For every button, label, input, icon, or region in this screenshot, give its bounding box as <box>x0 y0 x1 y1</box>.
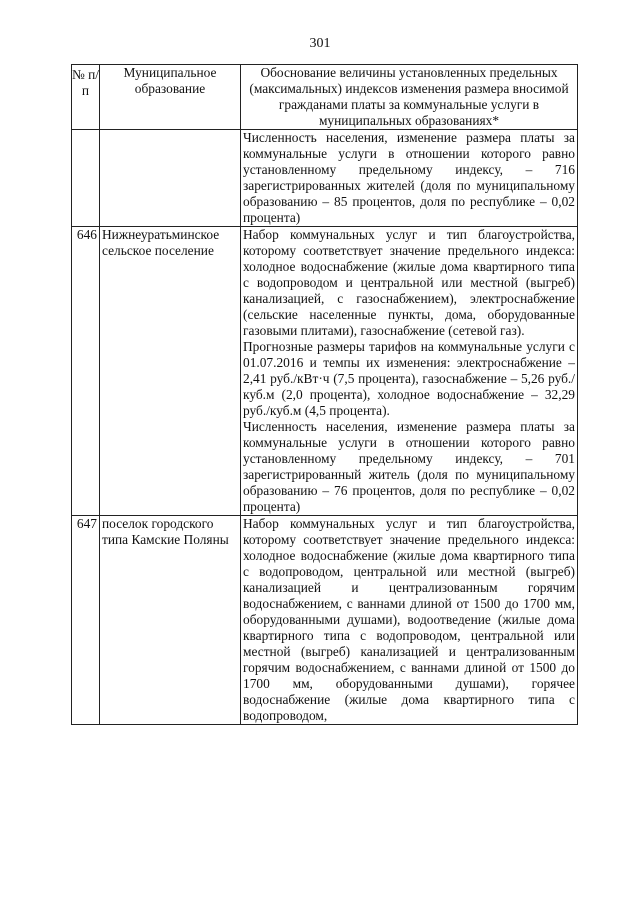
header-num: № п/п <box>72 65 100 130</box>
table-header-row <box>72 65 578 130</box>
page-number: 301 <box>309 36 331 51</box>
table-row-continuation <box>72 130 578 227</box>
cell-municipality: Нижнеуратьминское сельское поселение <box>100 227 241 516</box>
cell-municipality: поселок городского типа Камские Поляны <box>100 516 241 725</box>
cell-justification <box>241 130 578 227</box>
cell-num-empty <box>72 130 100 227</box>
table-row-646 <box>72 227 578 516</box>
header-justification: Обоснование величины установленных предельных (максимальных) индексов изменения размера вносимой гражданами платы за коммунальные услуги в муниципальных образованиях* <box>241 65 578 130</box>
cell-justification <box>241 227 578 516</box>
paragraph: Набор коммунальных услуг и тип благоустройства, которому соответствует значение предельного индекса: холодное водоснабжение (жилые дома квартирного типа с водопроводом, центральной или местной (выгреб) канализацией и централизованным горячим водоснабжением, с ваннами длиной от 1500 до 1700 мм, оборудованными душами), водоотведение (жилые дома квартирного типа с водопроводом, центральной или местной (выгреб) канализацией и централизованным горячим водоснабжением, с ваннами длиной от 1500 до 1700 мм, оборудованными душами), горячее водоснабжение (жилые дома квартирного типа с водопроводом, <box>243 516 575 723</box>
header-municipality: Муниципальное образование <box>100 65 241 130</box>
paragraph: Прогнозные размеры тарифов на коммунальные услуги с 01.07.2016 и темпы их изменения: электроснабжение – 2,41 руб./кВт·ч (7,5 процента), газоснабжение – 5,26 руб./куб.м (2,0 процента), холодное водоснабжение – 32,29 руб./куб.м (4,5 процента). <box>243 339 575 418</box>
paragraph: Численность населения, изменение размера платы за коммунальные услуги в отношении которого равно установленному предельному индексу, – 701 зарегистрированный житель (доля по муниципальному образованию – 76 процентов, доля по республике – 0,02 процента) <box>243 419 575 514</box>
cell-justification <box>241 516 578 725</box>
table-row-647 <box>72 516 578 725</box>
cell-num: 647 <box>72 516 100 725</box>
tariff-table <box>71 64 578 725</box>
paragraph: Набор коммунальных услуг и тип благоустройства, которому соответствует значение предельного индекса: холодное водоснабжение (жилые дома квартирного типа с водопроводом и центральной или местной (выгреб) канализацией, с газоснабжением), электроснабжение (сельские населенные пункты, дома, оборудованные газовыми плитами), газоснабжение (сетевой газ). <box>243 227 575 338</box>
cell-municipality-empty <box>100 130 241 227</box>
paragraph: Численность населения, изменение размера платы за коммунальные услуги в отношении которого равно установленному предельному индексу, – 716 зарегистрированных жителей (доля по муниципальному образованию – 85 процентов, доля по республике – 0,02 процента) <box>243 130 575 225</box>
cell-num: 646 <box>72 227 100 516</box>
